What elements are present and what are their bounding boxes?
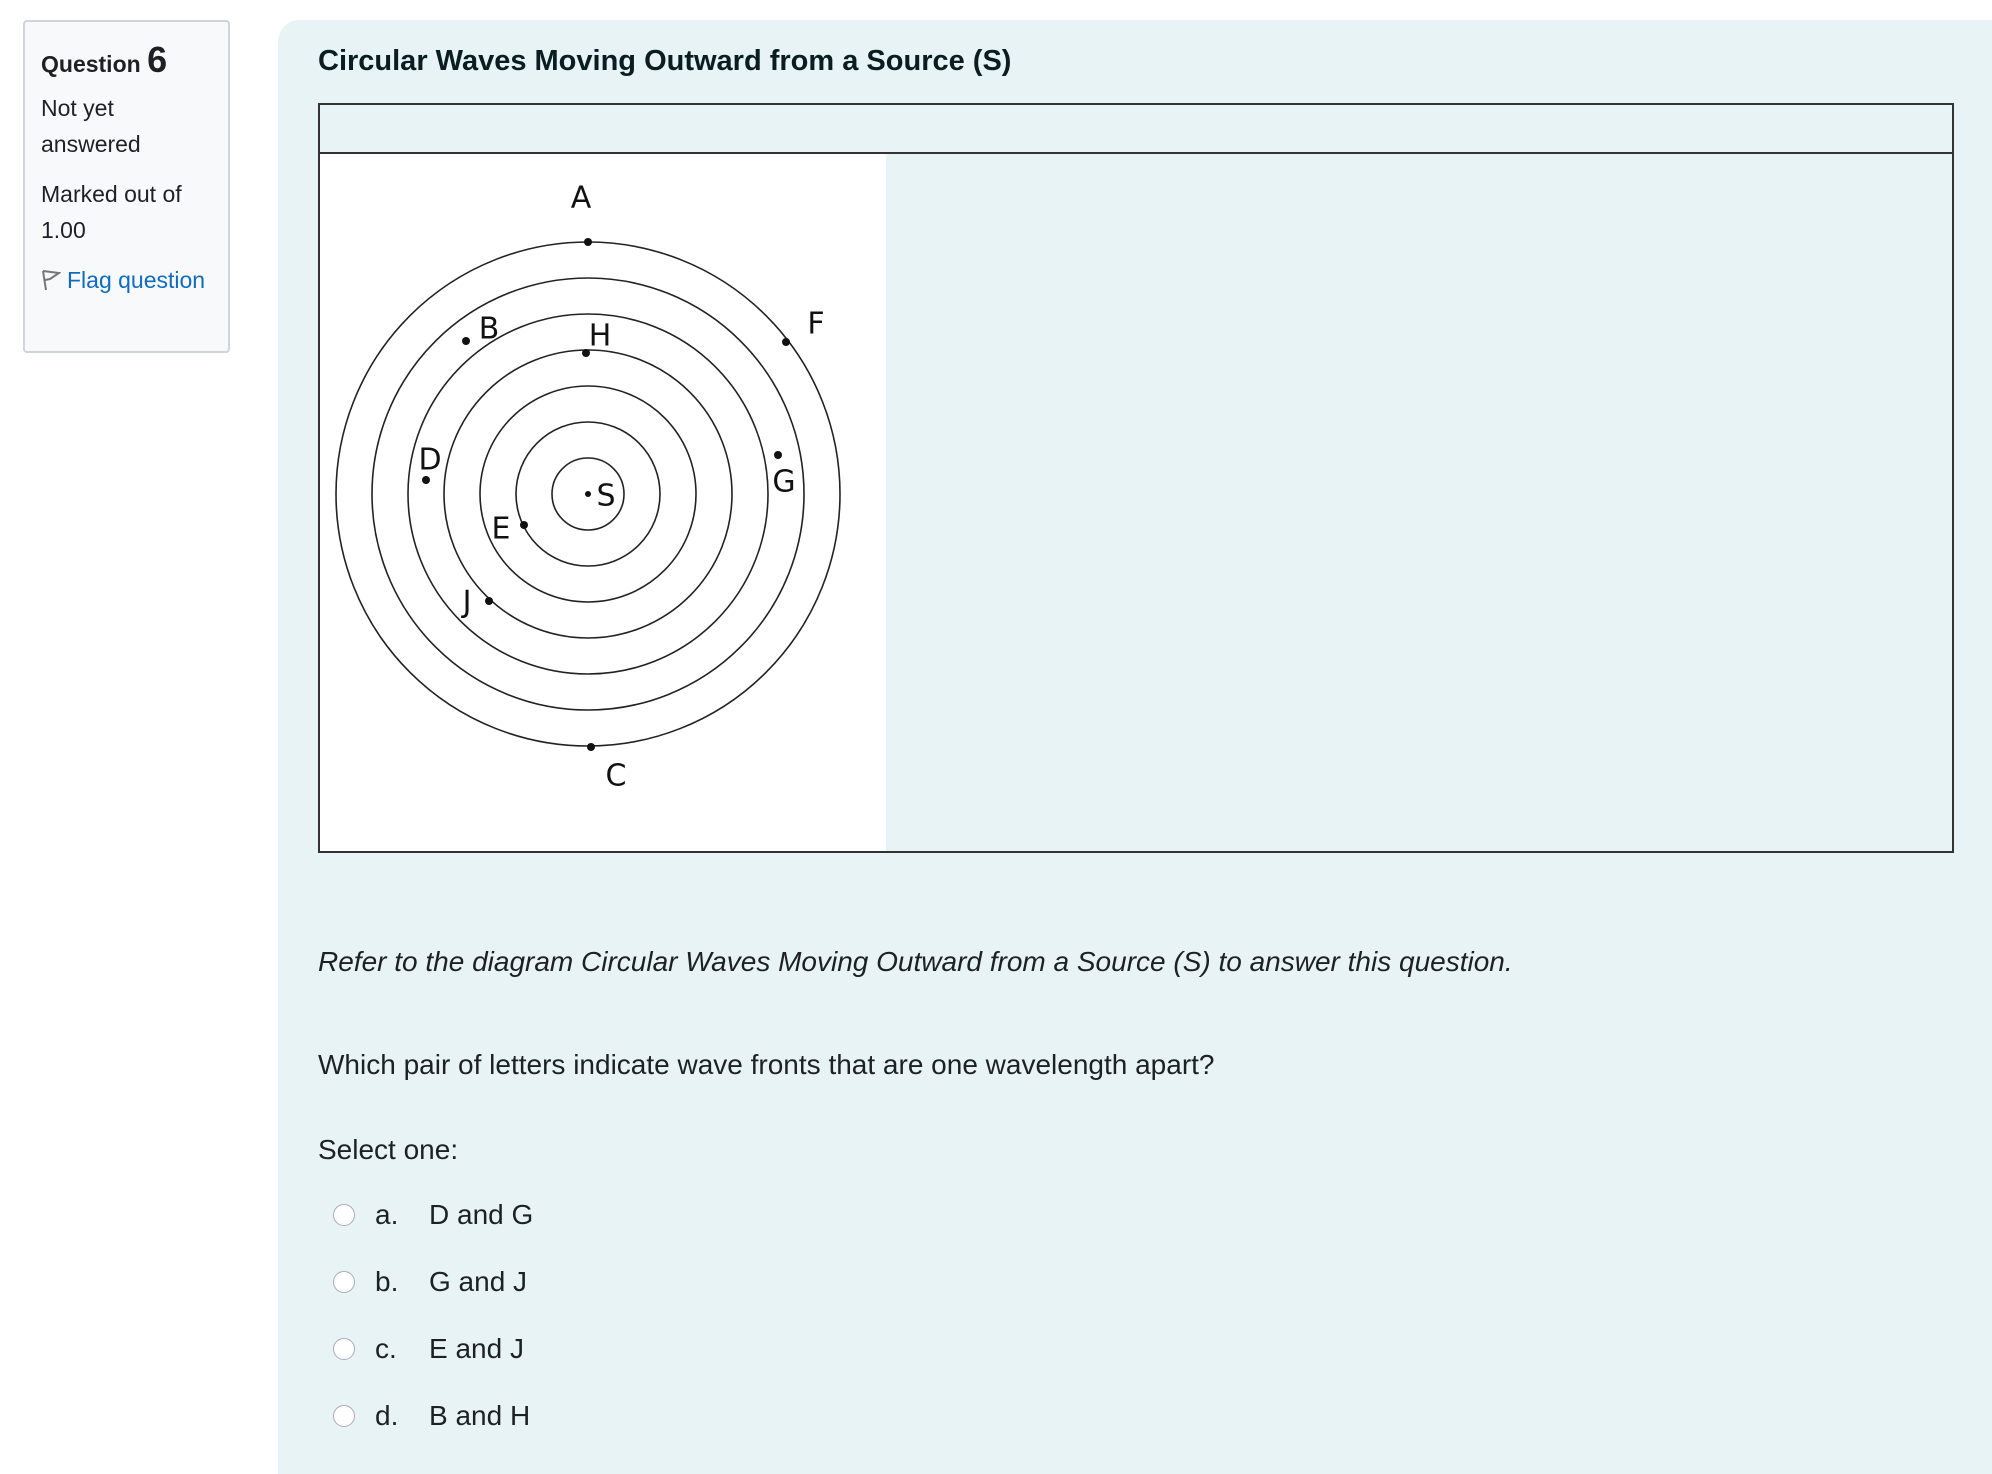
label-j: J (462, 584, 472, 620)
option-text: D and G (429, 1199, 534, 1230)
wave-diagram (320, 154, 886, 851)
label-d: D (418, 442, 442, 478)
option-letter: b. (375, 1266, 399, 1297)
answer-option-d[interactable] (333, 1400, 530, 1432)
label-a: A (570, 180, 592, 216)
select-prompt: Select one: (318, 1134, 459, 1165)
label-g: G (772, 464, 796, 500)
question-number (41, 39, 212, 82)
question-label: Question (41, 51, 141, 77)
answer-option-a[interactable] (333, 1199, 533, 1231)
question-intro: Refer to the diagram Circular Waves Moving Outward from a Source (S) to answer this question. (318, 946, 1513, 977)
radio-button[interactable] (333, 1338, 355, 1360)
option-text: G and J (429, 1266, 528, 1297)
label-s: S (596, 478, 616, 514)
question-state: Not yet answered (41, 95, 141, 157)
flag-icon (41, 269, 61, 291)
table-header-row (320, 105, 1952, 154)
label-h: H (588, 318, 612, 354)
flag-question-link[interactable] (41, 262, 212, 298)
option-text: E and J (429, 1333, 524, 1364)
option-text: B and H (429, 1400, 531, 1431)
label-c: C (605, 758, 627, 794)
radio-button[interactable] (333, 1405, 355, 1427)
label-f: F (807, 306, 825, 342)
diagram-title: Circular Waves Moving Outward from a Source (S) (318, 45, 1012, 77)
question-info-box (23, 20, 230, 353)
radio-button[interactable] (333, 1204, 355, 1226)
option-letter: d. (375, 1400, 399, 1431)
label-b: B (478, 311, 500, 347)
label-e: E (491, 511, 511, 547)
answer-option-c[interactable] (333, 1333, 524, 1365)
question-grade: Marked out of 1.00 (41, 181, 182, 243)
radio-button[interactable] (333, 1271, 355, 1293)
option-letter: a. (375, 1199, 399, 1230)
option-letter: c. (375, 1333, 397, 1364)
diagram-table (318, 103, 1954, 853)
question-number-value: 6 (147, 39, 168, 80)
flag-label: Flag question (67, 267, 206, 293)
question-text: Which pair of letters indicate wave fronts that are one wavelength apart? (318, 1049, 1215, 1080)
answer-option-b[interactable] (333, 1266, 527, 1298)
